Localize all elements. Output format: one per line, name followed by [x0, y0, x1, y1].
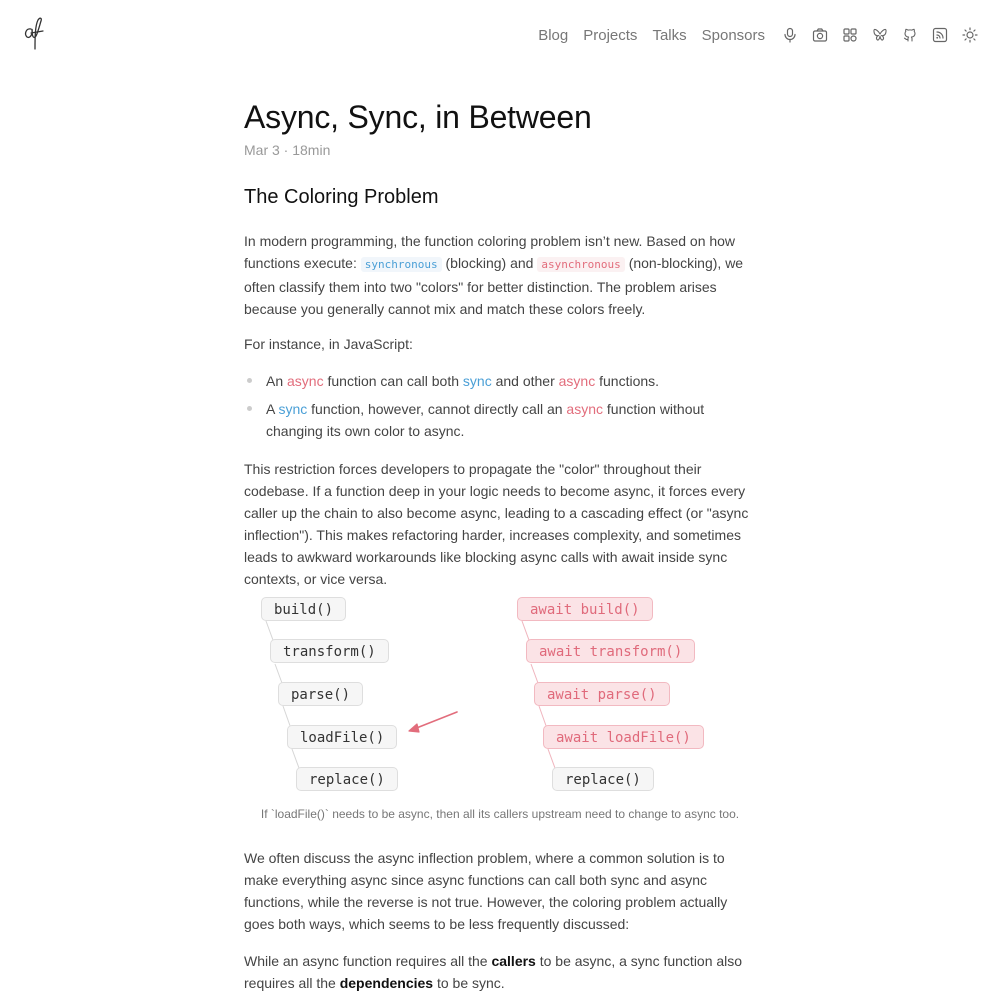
bluesky-icon[interactable]	[872, 27, 888, 43]
chip-transform: transform()	[270, 639, 389, 663]
page-title: Async, Sync, in Between	[244, 99, 592, 135]
chip-replace-right: replace()	[552, 767, 654, 791]
chip-build: build()	[261, 597, 346, 621]
list-item: A sync function, however, cannot directly call an async function without changing its own color to async.	[244, 398, 759, 442]
paragraph-restriction: This restriction forces developers to propagate the "color" throughout their codebase. If a function deep in your logic needs to become async, it forces every caller up the chain to also become async, leading to a cascading effect (or "async inflection"). This makes refactoring harder, increases complexity, and sometimes leads to awkward workarounds like blocking async calls with await inside sync contexts, or vice versa.	[244, 461, 749, 587]
nav-blog[interactable]: Blog	[538, 26, 569, 44]
camera-icon[interactable]	[812, 27, 828, 43]
nav-projects[interactable]: Projects	[583, 26, 638, 44]
chip-parse: parse()	[278, 682, 363, 706]
list-item: An async function can call both sync and other async functions.	[244, 370, 759, 392]
chip-await-transform: await transform()	[526, 639, 695, 663]
nav-sponsors[interactable]: Sponsors	[701, 26, 765, 44]
chip-await-parse: await parse()	[534, 682, 670, 706]
rules-list	[244, 370, 759, 448]
devices-icon[interactable]	[842, 27, 858, 43]
paragraph-inflection: We often discuss the async inflection problem, where a common solution is to make everything async since async functions can call both sync and async functions, while the reverse is not true. However, the coloring problem actually goes both ways, which seems to be less frequently discussed:	[244, 850, 728, 932]
paragraph-intro: In modern programming, the function coloring problem isn’t new. Based on how functions execute: synchronous (blocking) and asynchronous (non-blocking), we often classify them into two "colors" for better distinction. The problem arises because you generally cannot mix and match these colors freely.	[244, 233, 744, 317]
chip-await-build: await build()	[517, 597, 653, 621]
paragraph-instance: For instance, in JavaScript:	[244, 336, 413, 352]
post-meta: Mar 3 · 18min	[244, 142, 331, 158]
chip-replace: replace()	[296, 767, 398, 791]
arrow-icon	[409, 712, 457, 732]
site-logo[interactable]	[22, 16, 46, 52]
chip-loadfile: loadFile()	[287, 725, 397, 749]
paragraph-dependencies: While an async function requires all the callers to be async, a sync function also requires all the dependencies to be sync.	[244, 953, 743, 991]
rss-icon[interactable]	[932, 27, 948, 43]
code-asynchronous: asynchronous	[537, 257, 624, 272]
chip-await-loadfile: await loadFile()	[543, 725, 704, 749]
section-heading[interactable]: The Coloring Problem	[244, 186, 439, 208]
microphone-icon[interactable]	[782, 27, 798, 43]
sun-icon[interactable]	[962, 27, 978, 43]
top-nav	[538, 24, 978, 46]
code-synchronous: synchronous	[361, 257, 442, 272]
diagram-caption: If `loadFile()` needs to be async, then all its callers upstream need to change to async too.	[260, 807, 740, 821]
github-icon[interactable]	[902, 27, 918, 43]
signature-logo-icon	[22, 16, 46, 52]
emphasis-callers: callers	[491, 953, 536, 969]
nav-talks[interactable]: Talks	[652, 26, 687, 44]
emphasis-dependencies: dependencies	[339, 975, 434, 991]
